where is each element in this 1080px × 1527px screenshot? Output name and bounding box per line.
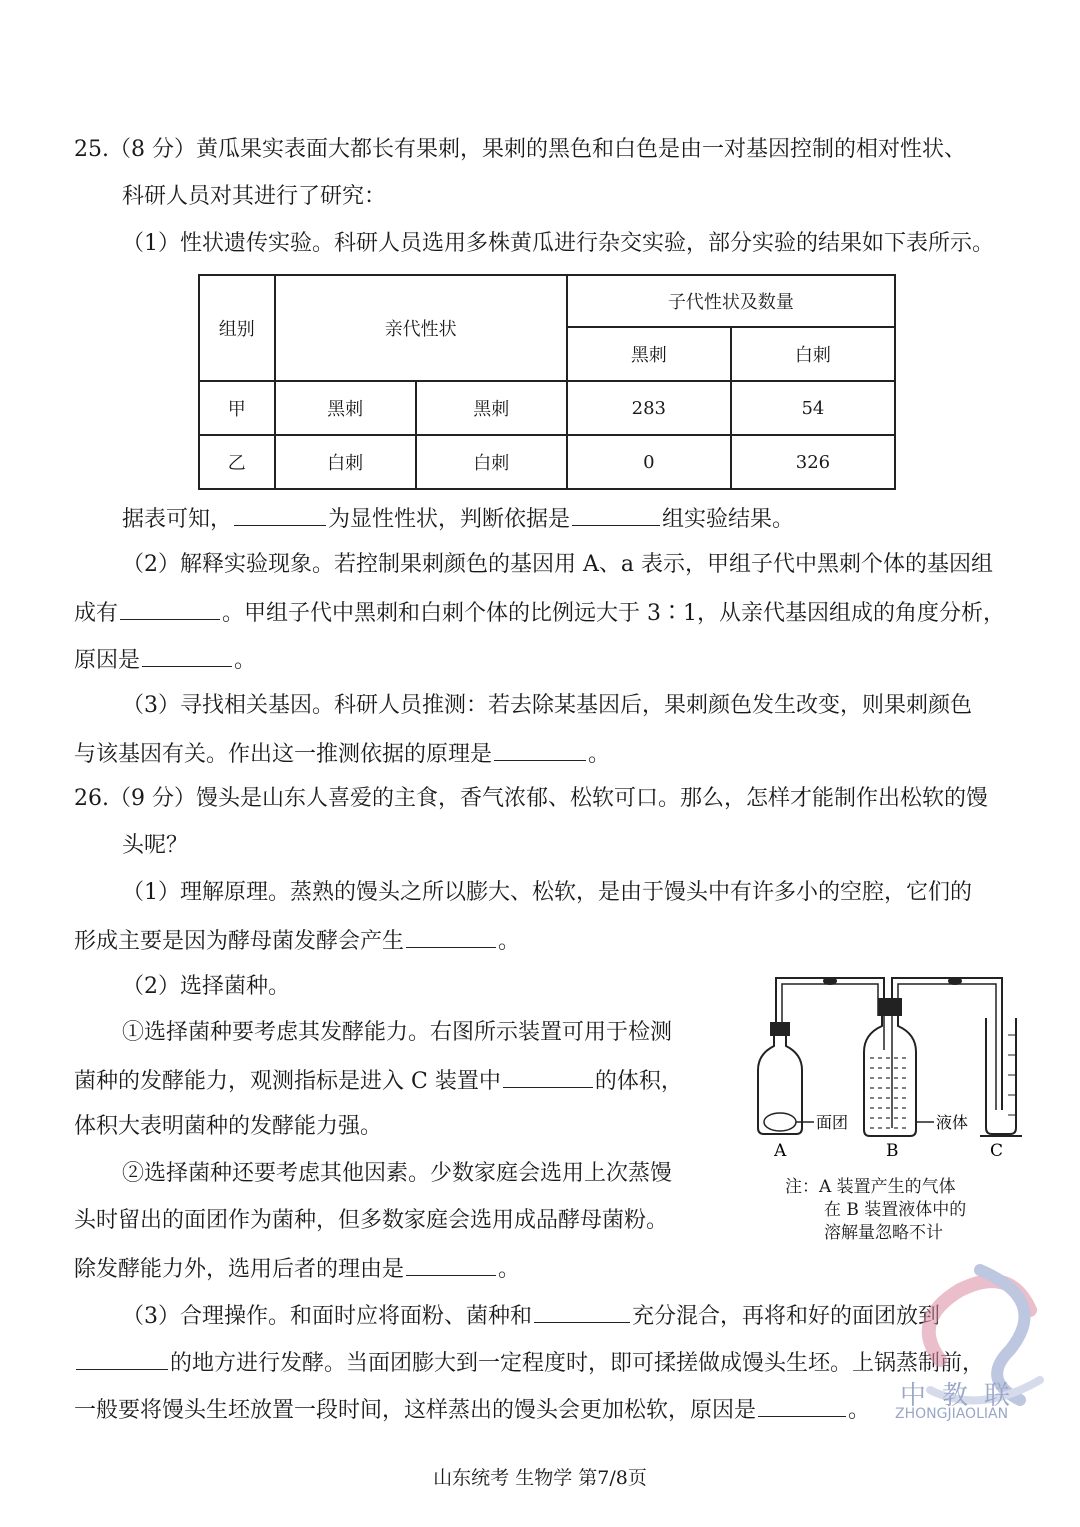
row-group: 甲 bbox=[199, 381, 275, 435]
row-white-count: 54 bbox=[731, 381, 895, 435]
header-black: 黑刺 bbox=[567, 327, 731, 381]
answer-blank[interactable] bbox=[572, 503, 660, 526]
answer-blank[interactable] bbox=[406, 1253, 496, 1276]
q25-part2-line3 bbox=[74, 644, 256, 676]
apparatus-diagram bbox=[740, 960, 1040, 1160]
text-span: 。甲组子代中黑刺和白刺个体的比例远大于 3∶1，从亲代基因组成的角度分析， bbox=[222, 601, 1006, 626]
row-parent1: 黑刺 bbox=[275, 381, 416, 435]
header-white: 白刺 bbox=[731, 327, 895, 381]
row-group: 乙 bbox=[199, 435, 275, 489]
q26-part3-line3 bbox=[74, 1394, 870, 1426]
text-span: 。 bbox=[234, 648, 257, 673]
label-dough: 面团 bbox=[816, 1113, 849, 1132]
header-parent: 亲代性状 bbox=[275, 275, 567, 381]
results-table bbox=[198, 274, 896, 490]
q26-part2-s2-line3 bbox=[74, 1253, 520, 1285]
answer-blank[interactable] bbox=[234, 503, 326, 526]
text-span: 。 bbox=[498, 929, 521, 954]
q25-part3-line1: （3）寻找相关基因。科研人员推测：若去除某基因后，果刺颜色发生改变，则果刺颜色 bbox=[122, 693, 972, 718]
text-span: 原因是 bbox=[74, 648, 141, 673]
table-row bbox=[199, 435, 895, 489]
label-a: A bbox=[774, 1141, 787, 1160]
text-span: 菌种的发酵能力，观测指标是进入 C 装置中 bbox=[74, 1069, 501, 1094]
figure-note-line1: 注：A 装置产生的气体 bbox=[785, 1177, 956, 1197]
text-span: 。 bbox=[848, 1398, 871, 1423]
answer-blank[interactable] bbox=[534, 1300, 630, 1323]
header-offspring: 子代性状及数量 bbox=[567, 275, 895, 327]
answer-blank[interactable] bbox=[503, 1065, 593, 1088]
row-white-count: 326 bbox=[731, 435, 895, 489]
q26-part3-line2 bbox=[74, 1347, 984, 1379]
row-black-count: 0 bbox=[567, 435, 731, 489]
label-b: B bbox=[886, 1141, 899, 1160]
answer-blank[interactable] bbox=[120, 597, 220, 620]
watermark-en: ZHONGJIAOLIAN bbox=[895, 1406, 1009, 1422]
text-span: 为显性性状，判断依据是 bbox=[328, 507, 571, 532]
text-span: 形成主要是因为酵母菌发酵会产生 bbox=[74, 929, 405, 954]
answer-blank[interactable] bbox=[758, 1394, 846, 1417]
label-liquid: 液体 bbox=[936, 1113, 969, 1132]
q25-part2-line2 bbox=[74, 597, 1005, 629]
figure-note-line2: 在 B 装置液体中的 bbox=[824, 1200, 967, 1220]
answer-blank[interactable] bbox=[142, 644, 232, 667]
text-span: 充分混合，再将和好的面团放到 bbox=[632, 1304, 941, 1329]
answer-blank[interactable] bbox=[76, 1347, 168, 1370]
figure-note-line3: 溶解量忽略不计 bbox=[824, 1223, 943, 1243]
text-span: 组实验结果。 bbox=[662, 507, 795, 532]
table-row bbox=[199, 381, 895, 435]
q25-line2: 科研人员对其进行了研究： bbox=[122, 184, 387, 209]
text-span: 除发酵能力外，选用后者的理由是 bbox=[74, 1257, 405, 1282]
q26-part2-s2-line1: ②选择菌种还要考虑其他因素。少数家庭会选用上次蒸馒 bbox=[122, 1161, 673, 1186]
q25-part3-line2 bbox=[74, 738, 610, 770]
row-parent1: 白刺 bbox=[275, 435, 416, 489]
q25-line1: 25.（8 分）黄瓜果实表面大都长有果刺，果刺的黑色和白色是由一对基因控制的相对性状、 bbox=[74, 137, 966, 162]
text-span: 据表可知， bbox=[122, 507, 233, 532]
row-black-count: 283 bbox=[567, 381, 731, 435]
q26-part2-s1-line2 bbox=[74, 1065, 683, 1097]
q26-part2-s2-line2: 头时留出的面团作为菌种，但多数家庭会选用成品酵母菌粉。 bbox=[74, 1208, 669, 1233]
text-span: 与该基因有关。作出这一推测依据的原理是 bbox=[74, 742, 493, 767]
q26-part2-title: （2）选择菌种。 bbox=[122, 974, 290, 999]
text-span: 的体积， bbox=[594, 1069, 683, 1094]
header-group: 组别 bbox=[199, 275, 275, 381]
q26-part1-line1: （1）理解原理。蒸熟的馒头之所以膨大、松软，是由于馒头中有许多小的空腔，它们的 bbox=[122, 880, 972, 905]
q26-part2-s1-line3: 体积大表明菌种的发酵能力强。 bbox=[74, 1114, 383, 1139]
text-span: 成有 bbox=[74, 601, 119, 626]
text-span: 。 bbox=[588, 742, 611, 767]
q25-part1: （1）性状遗传实验。科研人员选用多株黄瓜进行杂交实验，部分实验的结果如下表所示。 bbox=[122, 231, 995, 256]
q26-line1: 26.（9 分）馒头是山东人喜爱的主食，香气浓郁、松软可口。那么，怎样才能制作出松软的馒 bbox=[74, 786, 988, 811]
text-span: 的地方进行发酵。当面团膨大到一定程度时，即可揉搓做成馒头生坯。上锅蒸制前， bbox=[170, 1351, 985, 1376]
text-span: 。 bbox=[498, 1257, 521, 1282]
text-span: （3）合理操作。和面时应将面粉、菌种和 bbox=[122, 1304, 532, 1329]
page-footer: 山东统考 生物学 第7/8页 bbox=[433, 1467, 647, 1489]
q25-part2-line1: （2）解释实验现象。若控制果刺颜色的基因用 A、a 表示，甲组子代中黑刺个体的基因组 bbox=[122, 552, 993, 577]
answer-blank[interactable] bbox=[494, 738, 586, 761]
label-c: C bbox=[990, 1141, 1004, 1160]
row-parent2: 白刺 bbox=[416, 435, 567, 489]
q26-part3-line1 bbox=[122, 1300, 940, 1332]
answer-blank[interactable] bbox=[406, 925, 496, 948]
q26-part2-s1-line1: ①选择菌种要考虑其发酵能力。右图所示装置可用于检测 bbox=[122, 1020, 673, 1045]
watermark-cn: 中教联 bbox=[900, 1381, 1027, 1411]
text-span: 一般要将馒头生坯放置一段时间，这样蒸出的馒头会更加松软，原因是 bbox=[74, 1398, 757, 1423]
q26-line2: 头呢？ bbox=[122, 833, 189, 858]
row-parent2: 黑刺 bbox=[416, 381, 567, 435]
q25-table-conclusion bbox=[122, 503, 794, 535]
q26-part1-line2 bbox=[74, 925, 520, 957]
